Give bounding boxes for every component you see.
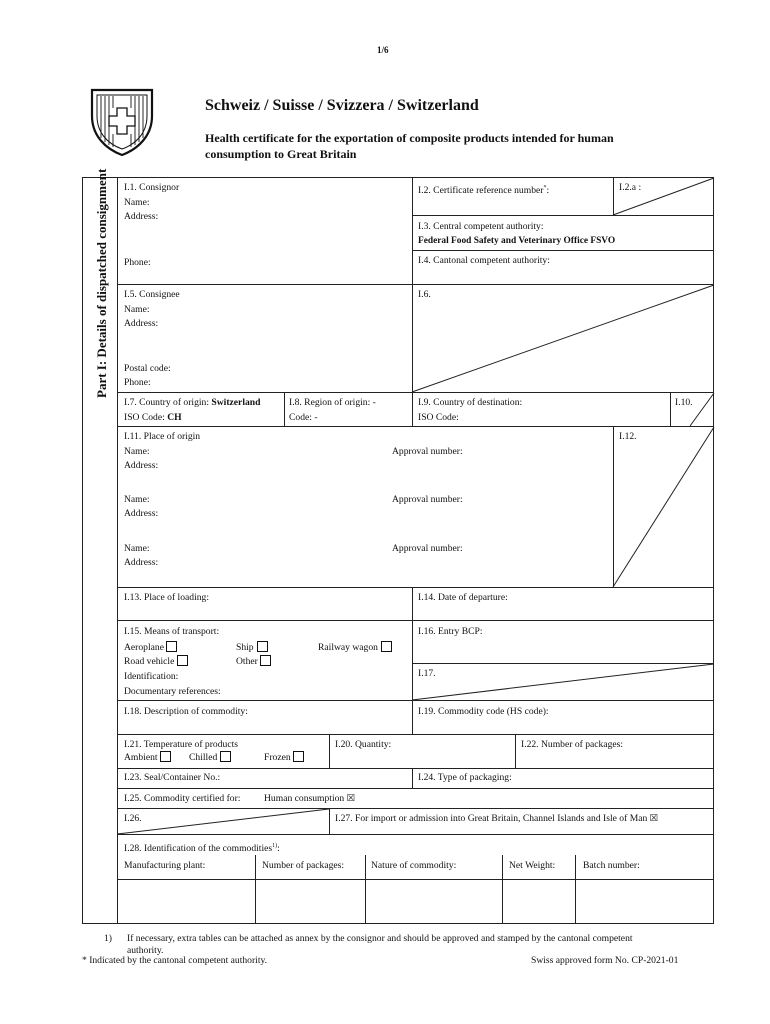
col-net-weight: Net Weight:: [509, 860, 556, 871]
identification-commodities-heading: [124, 840, 280, 855]
destination-iso-field[interactable]: ISO Code:: [418, 412, 459, 423]
origin3-name-field[interactable]: Name:: [124, 543, 150, 554]
ship-checkbox[interactable]: [257, 641, 268, 652]
origin2-address-field[interactable]: Address:: [124, 508, 159, 519]
central-authority-label: I.3. Central competent authority:: [418, 221, 544, 232]
origin2-name-field[interactable]: Name:: [124, 494, 150, 505]
origin3-address-field[interactable]: Address:: [124, 557, 159, 568]
page-number: 1/6: [377, 45, 389, 55]
hs-code-field[interactable]: I.19. Commodity code (HS code):: [418, 706, 549, 717]
frozen-checkbox[interactable]: [293, 751, 304, 762]
identification-colon: :: [277, 843, 280, 855]
consignee-address-field[interactable]: Address:: [124, 318, 159, 329]
origin-iso-label: ISO Code:: [124, 412, 165, 423]
road-vehicle-label: Road vehicle: [124, 656, 175, 667]
cell-batch-number[interactable]: [576, 880, 713, 923]
consignor-label: I.1. Consignor: [124, 182, 180, 193]
documentary-references-field[interactable]: Documentary references:: [124, 686, 221, 697]
consignee-phone-field[interactable]: Phone:: [124, 377, 151, 388]
consignor-address-field[interactable]: Address:: [124, 211, 159, 222]
transport-other: [236, 655, 271, 668]
temperature-ambient: [124, 751, 171, 764]
col-manufacturing-plant: Manufacturing plant:: [124, 860, 206, 871]
footnote-line2: authority.: [127, 945, 164, 956]
transport-road: [124, 655, 188, 668]
ship-label: Ship: [236, 642, 254, 653]
origin3-approval-field[interactable]: Approval number:: [392, 543, 463, 554]
means-of-transport-label: I.15. Means of transport:: [124, 626, 220, 637]
country-of-origin-field: [124, 397, 260, 409]
cert-reference-colon: :: [546, 185, 550, 197]
col-nature-of-commodity: Nature of commodity:: [371, 860, 457, 871]
chilled-checkbox[interactable]: [220, 751, 231, 762]
identification-footnote-ref: 1): [272, 843, 278, 849]
consignee-label: I.5. Consignee: [124, 289, 180, 300]
railway-label: Railway wagon: [318, 642, 378, 653]
human-consumption-checkbox[interactable]: Human consumption ☒: [264, 793, 356, 804]
footnote-number: 1): [104, 933, 112, 944]
origin1-name-field[interactable]: Name:: [124, 446, 150, 457]
origin-iso-value: CH: [167, 412, 182, 423]
cert-reference-asterisk: *: [543, 185, 547, 191]
other-label: Other: [236, 656, 258, 667]
destination-field[interactable]: I.9. Country of destination:: [418, 397, 523, 408]
temperature-label: I.21. Temperature of products: [124, 739, 238, 750]
origin1-address-field[interactable]: Address:: [124, 460, 159, 471]
i12-label: I.12.: [619, 431, 637, 442]
temperature-frozen: [264, 751, 304, 764]
railway-checkbox[interactable]: [381, 641, 392, 652]
country-heading: Schweiz / Suisse / Svizzera / Switzerland: [205, 97, 479, 114]
temperature-chilled: [189, 751, 231, 764]
place-of-loading-field[interactable]: I.13. Place of loading:: [124, 592, 209, 603]
col-batch-number: Batch number:: [583, 860, 640, 871]
ambient-checkbox[interactable]: [160, 751, 171, 762]
cert-reference-field[interactable]: [418, 182, 549, 197]
cell-manufacturing-plant[interactable]: [118, 880, 255, 923]
ambient-label: Ambient: [124, 752, 158, 763]
footnote-line1: If necessary, extra tables can be attached as annex by the consignor and should be approved and stamped by the cantonal competent: [127, 933, 633, 944]
date-of-departure-field[interactable]: I.14. Date of departure:: [418, 592, 508, 603]
cell-nature-of-commodity[interactable]: [366, 880, 502, 923]
origin1-approval-field[interactable]: Approval number:: [392, 446, 463, 457]
form-number: Swiss approved form No. CP-2021-01: [531, 955, 679, 966]
quantity-field[interactable]: I.20. Quantity:: [335, 739, 392, 750]
aeroplane-label: Aeroplane: [124, 642, 164, 653]
certified-for-label: I.25. Commodity certified for:: [124, 793, 241, 804]
cantonal-authority-field[interactable]: I.4. Cantonal competent authority:: [418, 255, 550, 266]
other-checkbox[interactable]: [260, 655, 271, 666]
consignee-name-field[interactable]: Name:: [124, 304, 150, 315]
consignee-postal-field[interactable]: Postal code:: [124, 363, 171, 374]
cell-number-of-packages[interactable]: [256, 880, 365, 923]
footnote-asterisk: * Indicated by the cantonal competent authority.: [82, 955, 268, 966]
cert-reference-label: I.2. Certificate reference number: [418, 185, 544, 197]
consignor-name-field[interactable]: Name:: [124, 197, 150, 208]
i26-label: I.26.: [124, 813, 142, 824]
chilled-label: Chilled: [189, 752, 218, 763]
transport-aeroplane: [124, 641, 177, 654]
aeroplane-checkbox[interactable]: [166, 641, 177, 652]
country-of-origin-label: I.7. Country of origin:: [124, 397, 210, 408]
description-field[interactable]: I.18. Description of commodity:: [124, 706, 248, 717]
certificate-title-line2: consumption to Great Britain: [205, 147, 357, 161]
i6-label: I.6.: [418, 289, 431, 300]
transport-railway: [318, 641, 392, 654]
import-admission-checkbox[interactable]: I.27. For import or admission into Great Britain, Channel Islands and Isle of Man ☒: [335, 813, 659, 824]
central-authority-value: Federal Food Safety and Veterinary Office FSVO: [418, 236, 616, 246]
origin-iso-code: [124, 412, 182, 424]
consignor-phone-field[interactable]: Phone:: [124, 257, 151, 268]
region-of-origin-label: I.8. Region of origin: -: [289, 397, 376, 408]
identification-field[interactable]: Identification:: [124, 671, 179, 682]
entry-bcp-field[interactable]: I.16. Entry BCP:: [418, 626, 483, 637]
road-vehicle-checkbox[interactable]: [177, 655, 188, 666]
origin2-approval-field[interactable]: Approval number:: [392, 494, 463, 505]
i17-label: I.17.: [418, 668, 436, 679]
seal-container-field[interactable]: I.23. Seal/Container No.:: [124, 772, 221, 783]
region-code-label: Code: -: [289, 412, 318, 423]
certificate-title-line1: Health certificate for the exportation of composite products intended for human: [205, 131, 614, 145]
part-one-side-label: Part I: Details of dispatched consignment: [94, 168, 109, 398]
frozen-label: Frozen: [264, 752, 291, 763]
col-number-of-packages: Number of packages:: [262, 860, 345, 871]
number-of-packages-field[interactable]: I.22. Number of packages:: [521, 739, 624, 750]
place-of-origin-label: I.11. Place of origin: [124, 431, 201, 442]
i10-label: I.10.: [675, 397, 693, 408]
cell-net-weight[interactable]: [503, 880, 575, 923]
cert-reference-2a-field[interactable]: I.2.a :: [619, 182, 642, 193]
identification-commodities-label: I.28. Identification of the commodities: [124, 843, 273, 855]
type-of-packaging-field[interactable]: I.24. Type of packaging:: [418, 772, 512, 783]
country-of-origin-value: Switzerland: [211, 397, 261, 408]
transport-ship: [236, 641, 268, 654]
